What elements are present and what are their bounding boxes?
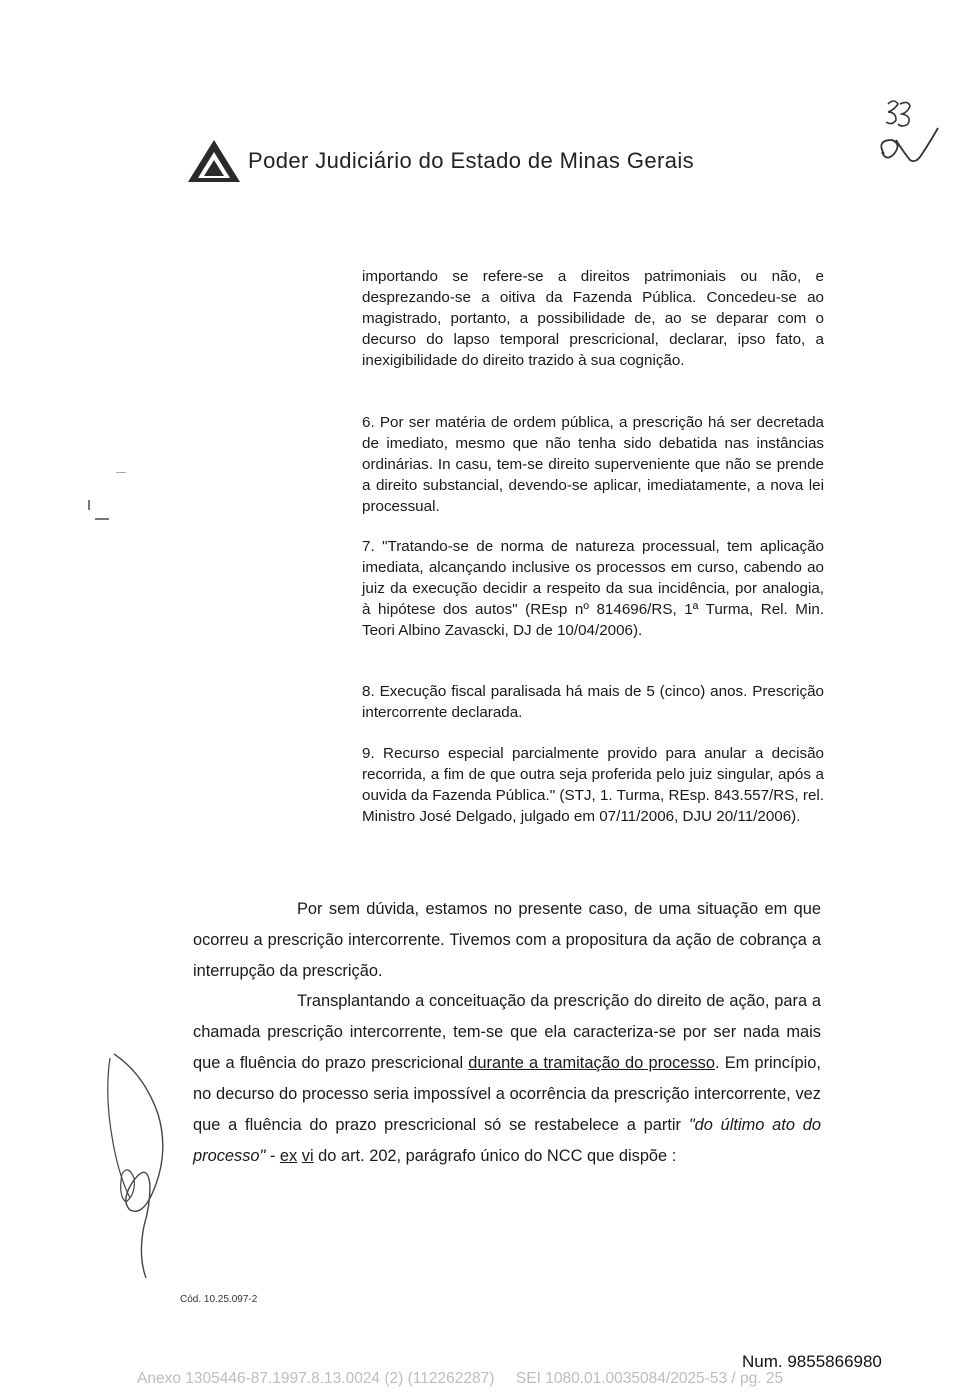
document-number: Num. 9855866980 [742, 1352, 882, 1371]
underlined-phrase: durante a tramitação do processo [468, 1054, 715, 1072]
quote-paragraph-8: 8. Execução fiscal paralisada há mais de 5 (cinco) anos. Prescrição intercorrente declarada. [362, 683, 824, 721]
folio-handwritten-mark [870, 96, 950, 186]
italic-quote: "do último ato do processo" [193, 1116, 821, 1165]
quote-paragraph-9: 9. Recurso especial parcialmente provido para anular a decisão recorrida, a fim de que outra seja proferida pelo juiz singular, após a ouvida da Fazenda Pública." (STJ, 1. Turma, REsp. 843.557/RS, rel. Ministro José Delgado, julgado em 07/11/2006, DJU 20/11/2006). [362, 745, 824, 825]
tjmg-logo-icon [186, 138, 242, 184]
signature-handwritten [100, 1048, 180, 1278]
scan-mark [95, 518, 109, 520]
form-code: Cód. 10.25.097-2 [180, 1294, 258, 1305]
annex-footer: Anexo 1305446-87.1997.8.13.0024 (2) (112262287) SEI 1080.01.0035084/2025-53 / pg. 25 [137, 1370, 784, 1387]
body-paragraph-2: Transplantando a conceituação da prescrição do direito de ação, para a chamada prescrição intercorrente, tem-se que ela caracteriza-se por ser nada mais que a fluência do prazo prescricional durante a tramitação do processo. Em princípio, no decurso do processo seria impossível a ocorrência da prescrição intercorrente, vez que a fluência do prazo prescricional só se restabelece a partir "do último ato do processo" - ex vi do art. 202, parágrafo único do NCC que dispõe : [193, 992, 821, 1165]
quote-paragraph-6: 6. Por ser matéria de ordem pública, a prescrição há ser decretada de imediato, mesmo que não tenha sido debatida nas instâncias ordinárias. In casu, tem-se direito superveniente que não se prende a direito substancial, devendo-se aplicar, imediatamente, a nova lei processual. [362, 414, 824, 515]
page-header [186, 138, 694, 184]
quote-paragraph-intro: importando se refere-se a direitos patrimoniais ou não, e desprezando-se a oitiva da Fazenda Pública. Concedeu-se ao magistrado, portanto, a possibilidade de, ao se deparar com o decurso do lapso temporal prescricional, declarar, ipso fato, a inexigibilidade do direito trazido à sua cognição. [362, 268, 824, 369]
scan-mark [88, 500, 90, 510]
court-title: Poder Judiciário do Estado de Minas Gerais [248, 148, 695, 173]
quote-paragraph-7: 7. "Tratando-se de norma de natureza processual, tem aplicação imediata, alcançando inclusive os processos em curso, cabendo ao juiz da execução decidir a respeito da sua incidência, por analogia, à hipótese dos autos" (REsp nº 814696/RS, 1ª Turma, Rel. Min. Teori Albino Zavascki, DJ de 10/04/2006). [362, 538, 824, 639]
scan-mark [116, 472, 126, 473]
body-paragraph-1: Por sem dúvida, estamos no presente caso, de uma situação em que ocorreu a prescrição intercorrente. Tivemos com a propositura da ação de cobrança a interrupção da prescrição. [193, 900, 821, 980]
